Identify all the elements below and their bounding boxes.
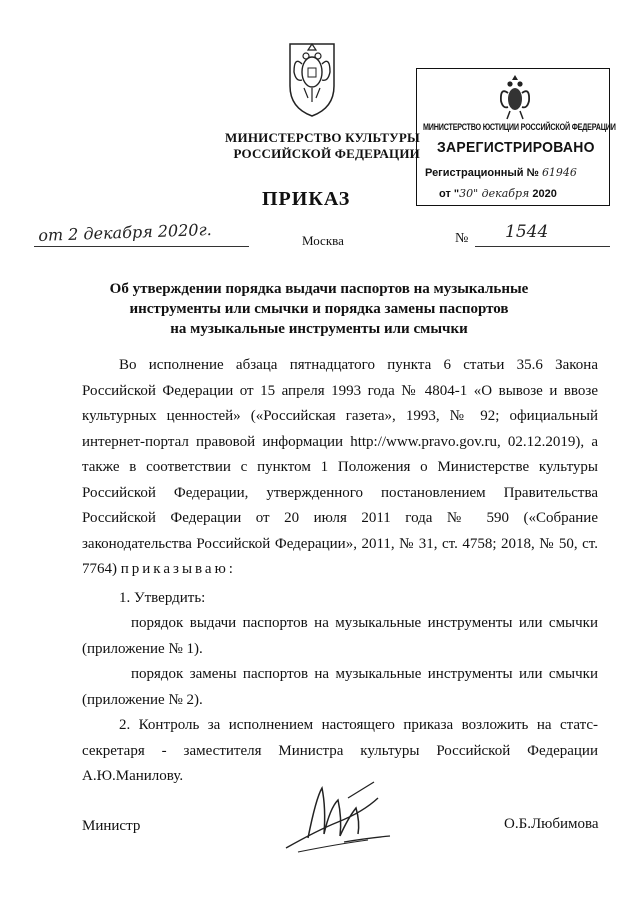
coat-of-arms-emblem (280, 38, 344, 120)
order-number-sign: № (455, 231, 469, 246)
item-1: 1. Утвердить: (119, 590, 206, 606)
stamp-registered-label: ЗАРЕГИСТРИРОВАНО (437, 139, 595, 156)
ministry-line2: РОССИЙСКОЙ ФЕДЕРАЦИИ (233, 146, 420, 161)
handwritten-signature (278, 778, 398, 860)
signer-name: О.Б.Любимова (504, 816, 599, 832)
item-1b: порядок замены паспортов на музыкальные инструменты или смычки (приложение № 2). (82, 666, 598, 708)
registration-stamp (416, 68, 616, 206)
ministry-name (200, 130, 420, 162)
regnum-label: Регистрационный № (425, 167, 539, 179)
title-line3: на музыкальные инструменты или смычки (170, 321, 468, 337)
ministry-line1: МИНИСТЕРСТВО КУЛЬТУРЫ (225, 130, 420, 145)
signatory-position: Министр (82, 818, 141, 834)
stamp-date-prefix: от " (439, 188, 460, 200)
stamp-year: 2020 (532, 188, 557, 200)
stamp-date-handwritten: 30" декабря (459, 187, 530, 200)
regnum-value: 61946 (541, 166, 577, 179)
order-city: Москва (302, 233, 344, 248)
stamp-ministry: МИНИСТЕРСТВО ЮСТИЦИИ РОССИЙСКОЙ ФЕДЕРАЦИИ (423, 121, 616, 133)
title-line2: инструменты или смычки и порядка замены паспортов (129, 301, 509, 317)
stamp-registration-number (425, 166, 577, 179)
date-underline (34, 246, 249, 247)
order-number-handwritten: 1544 (505, 222, 549, 242)
order-title (80, 279, 558, 339)
preamble-text: Во исполнение абзаца пятнадцатого пункта 6 статьи 35.6 Закона Российской Федерации от 15 апреля 1993 года № 4804-1 «О вывозе и ввозе культурных ценностей» («Российская газета», 1993, № 92; официальный интернет-портал правовой информации http://www.pravo.gov.ru, 02.12.2019), а также в соответствии с пунктом 1 Положения о Министерстве культуры Российской Федерации, утвержденного постановлением Правительства Российской Федерации от 20 июля 2011 года № 590 («Собрание законодательства Российской Федерации», 2011, № 31, ст. 4758; 2018, № 50, ст. 7764) (82, 357, 598, 577)
prikazyvayu-word: приказываю: (120, 561, 236, 577)
number-underline (475, 246, 610, 247)
item-2: 2. Контроль за исполнением настоящего приказа возложить на статс-секретаря - заместителя Министра культуры Российской Федерации А.Ю.Манилову. (82, 717, 598, 784)
preamble-paragraph (82, 353, 598, 583)
stamp-date (439, 187, 557, 200)
order-heading: ПРИКАЗ (262, 188, 351, 210)
stamp-emblem (495, 75, 535, 121)
item-1a: порядок выдачи паспортов на музыкальные инструменты или смычки (приложение № 1). (82, 615, 598, 657)
order-date-handwritten: от 2 декабря 2020г. (38, 219, 212, 245)
title-line1: Об утверждении порядка выдачи паспортов на музыкальные (109, 281, 529, 297)
